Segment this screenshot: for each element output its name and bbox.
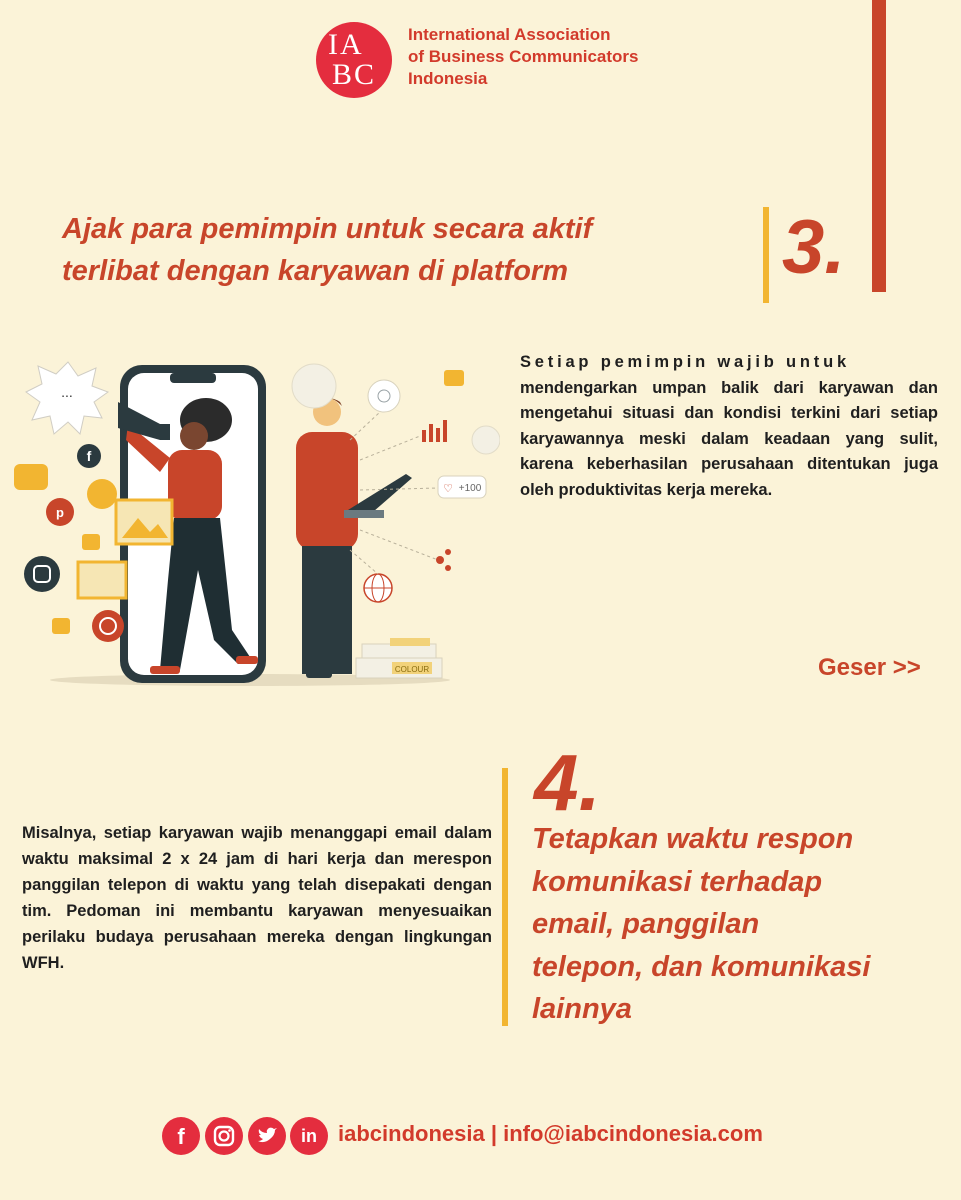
emoji-icon	[292, 364, 336, 408]
thumbs-up-small-icon	[82, 534, 100, 550]
bubble-text: ...	[61, 384, 73, 400]
heading-line: terlibat dengan karyawan di platform	[62, 255, 568, 287]
heading-line: komunikasi terhadap	[532, 865, 823, 898]
section-4-number: 4.	[534, 738, 601, 827]
paragraph-first-line: Setiap pemimpin wajib untuk	[520, 353, 850, 371]
organization-name	[408, 24, 639, 90]
book-label: COLOUR	[394, 665, 430, 674]
org-line: Indonesia	[408, 69, 488, 88]
svg-text:f: f	[86, 448, 92, 464]
heading-line: Tetapkan waktu respon	[532, 823, 854, 855]
speech-bubble-icon	[26, 362, 108, 434]
yellow-divider	[763, 207, 769, 303]
heading-line: email, panggilan	[532, 908, 760, 940]
illustration	[10, 340, 500, 690]
instagram-icon	[24, 556, 60, 592]
decorative-vertical-bar	[872, 0, 886, 292]
linkedin-glyph: in	[301, 1126, 317, 1146]
logo-line-2: BC	[332, 58, 377, 91]
whatsapp-icon	[92, 610, 124, 642]
heading-line: Ajak para pemimpin untuk secara aktif	[62, 213, 593, 245]
share-icon	[436, 556, 444, 564]
thumbs-up-small-icon-2	[52, 618, 70, 634]
twitter-icon[interactable]	[248, 1117, 286, 1155]
heading-line: telepon, dan komunikasi	[532, 950, 871, 983]
instagram-icon[interactable]	[205, 1117, 243, 1155]
logo-line-1: IA	[328, 28, 364, 61]
man-with-laptop	[296, 398, 412, 678]
section-3-paragraph	[520, 350, 938, 503]
basketball-icon	[87, 479, 117, 509]
section-4-paragraph: Misalnya, setiap karyawan wajib menanggapi email dalam waktu maksimal 2 x 24 jam di hari kerja dan merespon panggilan telepon di waktu yang telah disepakati dengan tim. Pedoman ini membantu karyawan menyesuaikan perilaku budaya perusahaan mereka dengan lingkungan WFH.	[22, 824, 492, 972]
iabc-logo	[316, 22, 392, 98]
image-icon-2	[78, 562, 126, 598]
heading-line: lainnya	[532, 993, 632, 1025]
yellow-divider-2	[502, 768, 508, 1026]
org-line: of Business Communicators	[408, 47, 639, 66]
svg-text:♡: ♡	[443, 482, 453, 495]
org-line: International Association	[408, 25, 611, 44]
paragraph-body: mendengarkan umpan balik dari karyawan dan mengetahui situasi dan kondisi terkini dari setiap karyawannya meski dalam keadaan yang sulit, karena keberhasilan perusahaan ditentukan juga oleh produktivitas kerja mereka.	[520, 378, 938, 499]
footer-contact[interactable]: iabcindonesia | info@iabcindonesia.com	[338, 1121, 763, 1146]
facebook-icon[interactable]	[162, 1117, 200, 1155]
section-3-number: 3.	[782, 205, 846, 290]
section-3-heading	[62, 208, 762, 292]
svg-text:f: f	[177, 1124, 185, 1149]
books	[356, 638, 442, 678]
swipe-hint: Geser >>	[818, 654, 921, 681]
phone-notch	[170, 373, 216, 383]
linkedin-icon[interactable]	[290, 1117, 328, 1155]
thumbs-up-icon	[14, 464, 48, 490]
thumbs-up-icon-right	[444, 370, 464, 386]
emoji-icon-2	[472, 426, 500, 454]
section-4-heading	[532, 818, 952, 1031]
svg-text:p: p	[56, 505, 64, 520]
counter-text: +100	[458, 483, 482, 494]
target-icon	[368, 380, 400, 412]
